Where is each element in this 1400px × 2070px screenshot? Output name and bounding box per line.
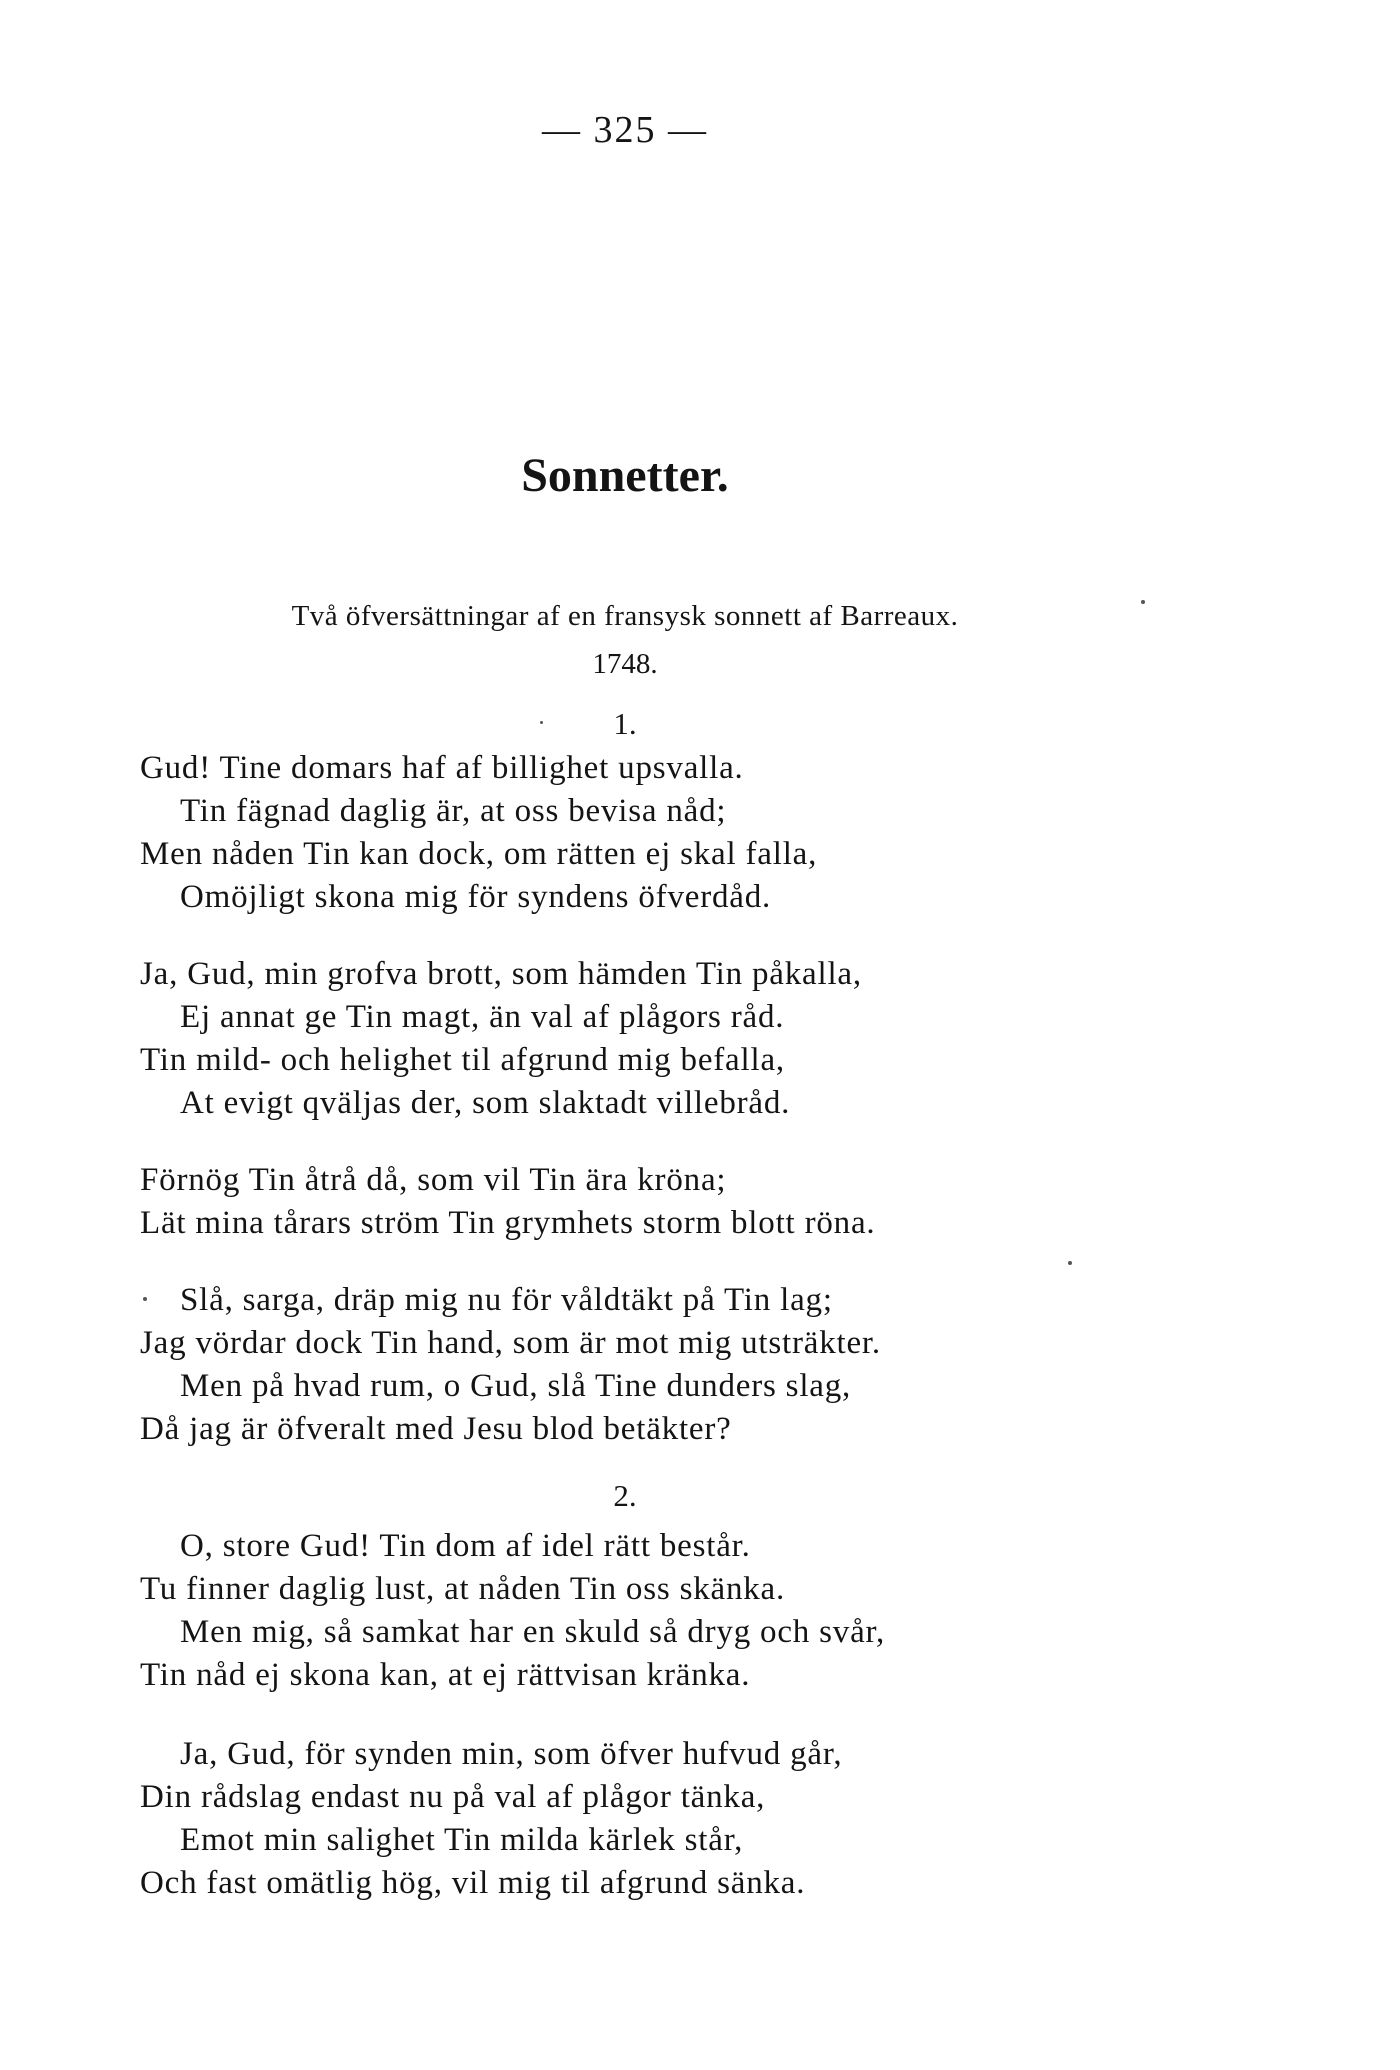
ink-speck (540, 721, 543, 724)
poem-line: Och fast omätlig hög, vil mig til afgrund sänka. (140, 1865, 806, 1901)
poem-line: Ej annat ge Tin magt, än val af plågors råd. (180, 999, 785, 1035)
sonnet-number-2: 2. (613, 1478, 637, 1513)
page-title: Sonnetter. (521, 449, 729, 502)
poem-line: Ja, Gud, för synden min, som öfver hufvud går, (180, 1736, 843, 1772)
poem-line: Omöjligt skona mig för syndens öfverdåd. (180, 879, 772, 915)
sonnet-number-1: 1. (613, 706, 637, 741)
poem-line: Tin fägnad daglig är, at oss bevisa nåd; (180, 793, 727, 829)
poem-line: Lät mina tårars ström Tin grymhets storm blott röna. (140, 1205, 876, 1241)
ink-speck (143, 1297, 147, 1301)
poem-line: Förnög Tin åtrå då, som vil Tin ära kröna; (140, 1162, 727, 1198)
year: 1748. (592, 648, 658, 680)
poem-line: Ja, Gud, min grofva brott, som hämden Tin påkalla, (140, 956, 862, 992)
poem-line: O, store Gud! Tin dom af idel rätt består. (180, 1528, 751, 1564)
ink-speck (1068, 1261, 1072, 1265)
poem-line: At evigt qväljas der, som slaktadt villebråd. (180, 1085, 791, 1121)
poem-line: Jag vördar dock Tin hand, som är mot mig utsträkter. (140, 1325, 881, 1361)
poem-line: Gud! Tine domars haf af billighet upsvalla. (140, 750, 744, 786)
poem-line: Tin mild- och helighet til afgrund mig befalla, (140, 1042, 785, 1078)
poem-line: Emot min salighet Tin milda kärlek står, (180, 1822, 744, 1858)
poem-line: Din rådslag endast nu på val af plågor tänka, (140, 1779, 766, 1815)
poem-line: Då jag är öfveralt med Jesu blod betäkter? (140, 1411, 732, 1447)
poem-line: Men på hvad rum, o Gud, slå Tine dunders slag, (180, 1368, 852, 1404)
poem-line: Tu finner daglig lust, at nåden Tin oss skänka. (140, 1571, 786, 1607)
page-number: — 325 — (542, 109, 708, 151)
poem-line: Slå, sarga, dräp mig nu för våldtäkt på Tin lag; (180, 1282, 833, 1318)
ink-speck (1141, 600, 1145, 604)
poem-line: Men nåden Tin kan dock, om rätten ej skal falla, (140, 836, 818, 872)
poem-line: Men mig, så samkat har en skuld så dryg och svår, (180, 1614, 886, 1650)
poem-line: Tin nåd ej skona kan, at ej rättvisan kränka. (140, 1657, 751, 1693)
subtitle: Två öfversättningar af en fransysk sonnett af Barreaux. (291, 600, 959, 632)
